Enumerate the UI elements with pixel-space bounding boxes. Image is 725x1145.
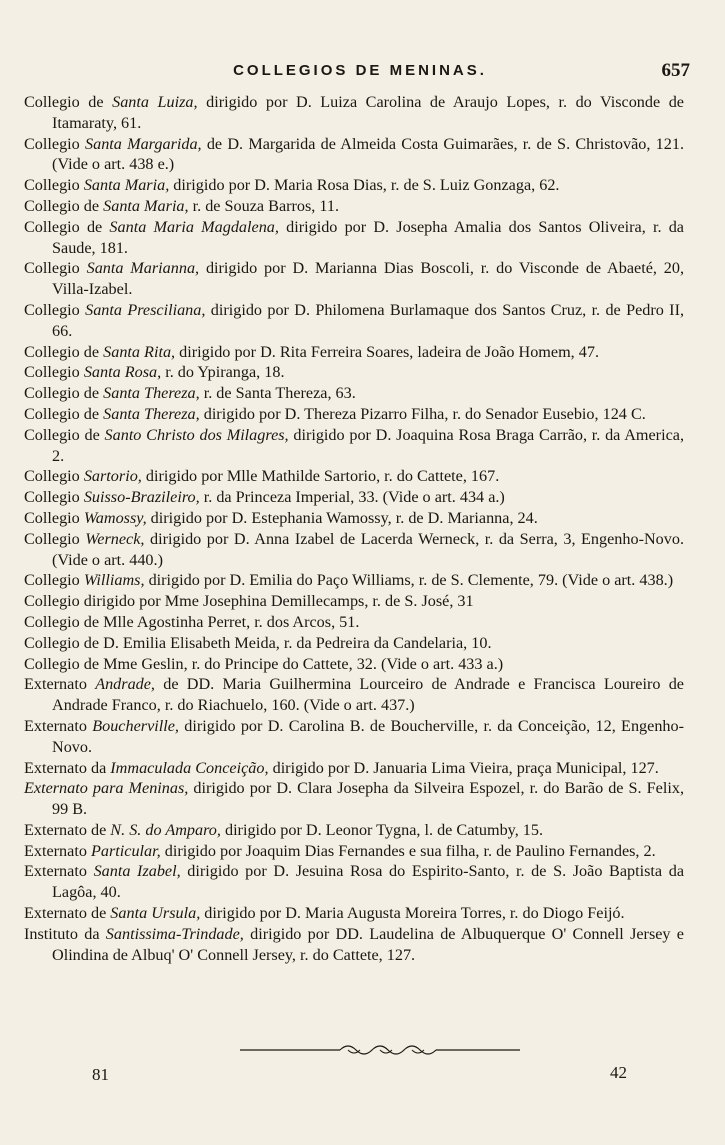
entry-prefix: Externato da [24,758,111,777]
entry-details: dirigido por D. Josepha Amalia dos Santos Oliveira, r. da Saude, 181. [52,217,684,257]
directory-entry [24,258,684,300]
entry-details: dirigido por Mlle Mathilde Sartorio, r. do Cattete, 167. [141,467,500,486]
entry-institution-name: Santa Maria Magdalena, [109,217,279,236]
entry-institution-name: Suisso-Brazileiro, [83,488,200,507]
entry-details: dirigido por D. Anna Izabel de Lacerda Werneck, r. da Serra, 3, Engenho-Novo. (Vide o art. 440.) [52,529,684,569]
entry-prefix: Collegio [24,363,84,382]
directory-entry [24,466,684,487]
directory-entry [24,778,684,820]
entry-institution-name: Williams, [83,571,145,590]
entry-prefix: Collegio [24,176,84,195]
signature-mark-right: 42 [610,1063,627,1082]
entry-institution-name: Santa Maria, [103,196,189,215]
entry-institution-name: Santa Thereza, [103,384,200,403]
entry-institution-name: Andrade, [95,675,155,694]
entry-details: dirigido por D. Carolina B. de Boucherville, r. da Conceição, 12, Engenho-Novo. [52,716,684,756]
entry-institution-name: Particular, [90,841,161,860]
entry-prefix: Collegio de [24,384,104,403]
entry-details: dirigido por D. Marianna Dias Boscoli, r. do Visconde de Abaeté, 20, Villa-Izabel. [52,259,684,299]
directory-entry [24,175,684,196]
entry-prefix: Collegio dirigido por Mme Josephina Demillecamps, r. de S. José, 31 [24,592,474,611]
entry-details: r. de Santa Thereza, 63. [199,384,356,403]
ornamental-rule [240,1040,520,1060]
entry-prefix: Collegio de [24,404,104,423]
entry-details: dirigido por D. Thereza Pizarro Filha, r. do Senador Eusebio, 124 C. [199,404,646,423]
entry-prefix: Collegio [24,467,84,486]
directory-entry [24,404,684,425]
entry-institution-name: Santa Presciliana, [85,300,206,319]
entry-prefix: Collegio [24,571,84,590]
directory-entry [24,425,684,467]
entry-details: dirigido por Joaquim Dias Fernandes e sua filha, r. de Paulino Fernandes, 2. [160,841,656,860]
entry-prefix: Collegio [24,488,84,507]
directory-entry [24,300,684,342]
directory-entry [24,861,684,903]
directory-entry [24,758,684,779]
entry-prefix: Collegio [24,508,84,527]
page-header [30,60,690,88]
directory-entry [24,612,684,633]
entry-prefix: Collegio [24,259,87,278]
entry-details: r. do Ypiranga, 18. [161,363,285,382]
directory-entry [24,716,684,758]
entry-institution-name: Santa Rosa, [83,363,162,382]
entry-institution-name: Sartorio, [83,467,142,486]
entry-details: dirigido por D. Philomena Burlamaque dos Santos Cruz, r. de Pedro II, 66. [52,300,685,340]
entry-prefix: Collegio de Mme Geslin, r. do Principe do Cattete, 32. (Vide o art. 433 a.) [24,654,504,673]
entry-institution-name: Immaculada Conceição, [110,758,269,777]
entry-institution-name: Santa Izabel, [93,862,181,881]
entry-institution-name: Santa Maria, [83,176,170,195]
entry-prefix: Collegio de [24,342,104,361]
entry-prefix: Externato [24,862,94,881]
entry-details: dirigido por D. Rita Ferreira Soares, ladeira de João Homem, 47. [175,342,600,361]
entry-details: dirigido por D. Maria Augusta Moreira Torres, r. do Diogo Feijó. [200,904,625,923]
running-title: COLLEGIOS DE MENINAS. [233,62,487,79]
entry-prefix: Collegio de [24,93,113,111]
directory-entry [24,508,684,529]
directory-entry [24,529,684,571]
signature-mark-left: 81 [92,1065,109,1084]
entry-institution-name: Santissima-Trindade, [105,924,244,943]
entry-prefix: Externato [24,675,96,694]
directory-entry [24,134,684,176]
entry-prefix: Collegio [24,529,86,548]
entry-details: dirigido por D. Januaria Lima Vieira, praça Municipal, 127. [268,758,659,777]
entry-institution-name: Santa Marianna, [86,259,200,278]
entry-institution-name: Santa Luiza, [112,93,198,111]
directory-entry [24,633,684,654]
entry-institution-name: Werneck, [85,529,145,548]
directory-entry [24,342,684,363]
directory-entry [24,217,684,259]
entry-institution-name: Santa Thereza, [103,404,200,423]
entry-prefix: Collegio de [24,196,104,215]
entry-details: dirigido por D. Jesuina Rosa do Espirito-Santo, r. de S. João Baptista da Lagôa, 40. [52,862,685,902]
entry-details: dirigido por DD. Laudelina de Albuquerque O' Connell Jersey e Olindina de Albuq' O' Connell Jersey, r. do Cattete, 127. [52,924,684,964]
directory-entry [24,903,684,924]
entry-details: dirigido por D. Joaquina Rosa Braga Carrão, r. da America, 2. [52,425,684,465]
entry-prefix: Instituto da [24,924,106,943]
entry-prefix: Collegio de [24,217,110,236]
entry-prefix: Externato de [24,820,111,839]
entry-institution-name: Externato para Meninas, [24,779,189,798]
entry-details: dirigido por D. Clara Josepha da Silveira Espozel, r. do Barão de S. Felix, 99 B. [52,779,684,819]
directory-entry [24,487,684,508]
entry-details: de DD. Maria Guilhermina Lourceiro de Andrade e Francisca Loureiro de Andrade Franco, r. do Riachuelo, 160. (Vide o art. 437.) [52,675,684,715]
directory-entry [24,654,684,675]
page-number: 657 [661,60,690,81]
entry-prefix: Collegio [24,300,86,319]
entry-details: r. da Princeza Imperial, 33. (Vide o art. 434 a.) [199,488,505,507]
entry-prefix: Externato [24,716,93,735]
directory-entry [24,383,684,404]
entry-details: dirigido por D. Luiza Carolina de Araujo Lopes, r. do Visconde de Itamaraty, 61. [52,93,684,132]
entry-institution-name: Santa Rita, [103,342,176,361]
entry-institution-name: N. S. do Amparo, [110,820,221,839]
entry-prefix: Collegio [24,134,85,153]
directory-entry [24,362,684,383]
entry-prefix: Externato [24,841,91,860]
entry-details: dirigido por D. Leonor Tygna, l. de Catumby, 15. [220,820,544,839]
entry-institution-name: Wamossy, [83,508,147,527]
directory-entry [24,674,684,716]
entry-institution-name: Boucherville, [92,716,179,735]
directory-entry [24,196,684,217]
directory-entry [24,92,684,134]
entry-details: dirigido por D. Maria Rosa Dias, r. de S. Luiz Gonzaga, 62. [169,176,560,195]
entry-prefix: Collegio de [24,425,105,444]
entry-details: dirigido por D. Emilia do Paço Williams, r. de S. Clemente, 79. (Vide o art. 438.) [144,571,674,590]
directory-entry [24,924,684,966]
entry-prefix: Collegio de Mlle Agostinha Perret, r. dos Arcos, 51. [24,612,360,631]
entry-institution-name: Santa Ursula, [110,904,201,923]
entry-details: r. de Souza Barros, 11. [188,196,340,215]
directory-entry [24,591,684,612]
entry-institution-name: Santa Margarida, [85,134,202,153]
entry-institution-name: Santo Christo dos Milagres, [104,425,289,444]
entry-details: dirigido por D. Estephania Wamossy, r. de D. Marianna, 24. [146,508,538,527]
directory-entry [24,820,684,841]
entry-prefix: Collegio de D. Emilia Elisabeth Meida, r. da Pedreira da Candelaria, 10. [24,633,492,652]
directory-entry [24,570,684,591]
entry-list [24,92,684,965]
entry-details: de D. Margarida de Almeida Costa Guimarães, r. de S. Christovão, 121. (Vide o art. 438 e.) [52,134,684,174]
entry-prefix: Externato de [24,904,111,923]
directory-entry [24,841,684,862]
